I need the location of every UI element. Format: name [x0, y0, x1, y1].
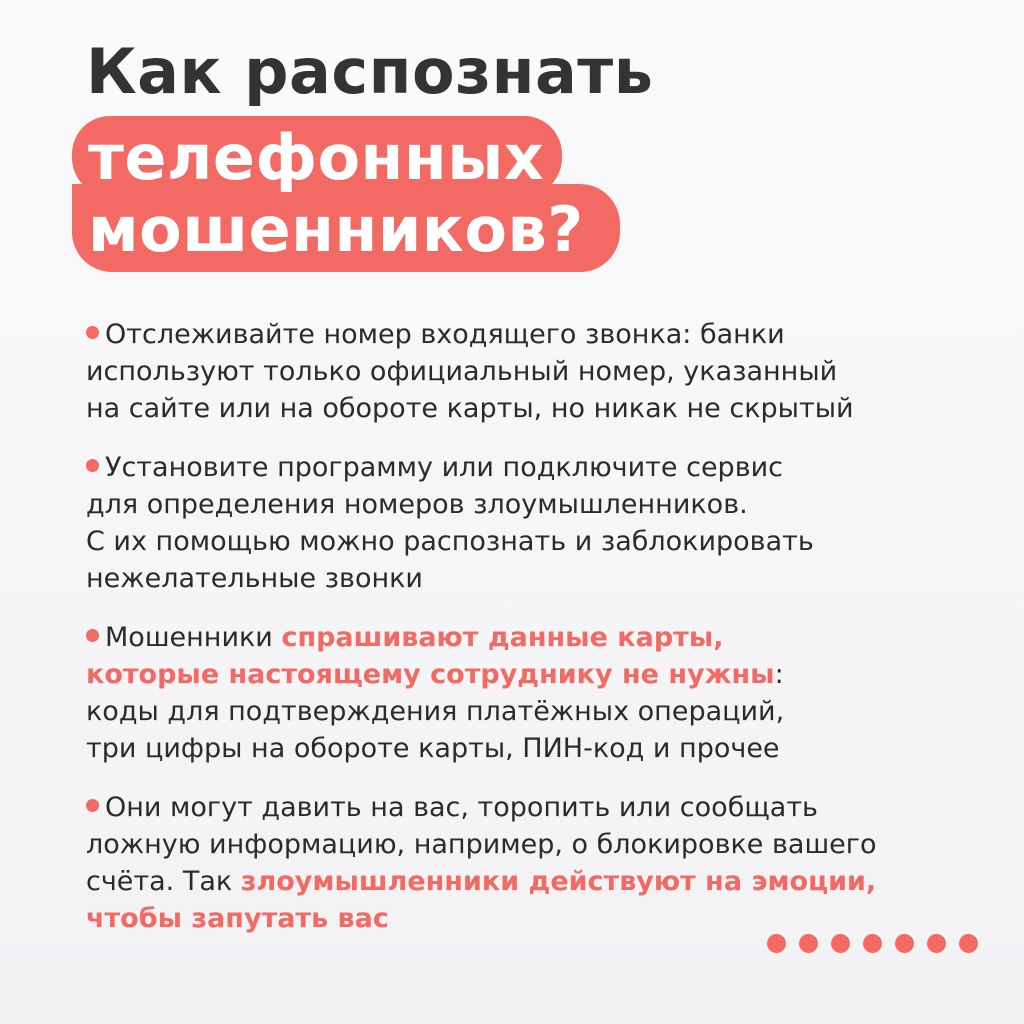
tip-4-accent-1: злоумышленники действуют на эмоции, [240, 866, 877, 897]
tip-4-line-3-pre: счёта. Так [86, 866, 241, 897]
tip-item-2 [86, 449, 966, 597]
tip-item-3 [86, 619, 966, 767]
tip-4-line-2: ложную информацию, например, о блокировке вашего [86, 829, 877, 860]
pagination-dot-icon [863, 934, 882, 953]
bullet-dot-icon [86, 459, 99, 472]
tip-3-colon: : [774, 659, 784, 690]
pagination-dot-icon [959, 934, 978, 953]
pagination-dots [767, 934, 978, 953]
tip-4-line-1: Они могут давить на вас, торопить или сообщать [105, 792, 818, 823]
tip-2-line-3: С их помощью можно распознать и заблокировать [86, 526, 814, 557]
tip-2-line-2: для определения номеров злоумышленников. [86, 489, 748, 520]
pagination-dot-icon [831, 934, 850, 953]
tips-list [86, 316, 966, 959]
tip-1-line-1: Отслеживайте номер входящего звонка: банки [105, 319, 785, 350]
bullet-dot-icon [86, 799, 99, 812]
tip-3-accent-2: которые настоящему сотруднику не нужны [86, 659, 775, 690]
page-title: Как распознать [86, 35, 654, 108]
tip-2-line-4: нежелательные звонки [86, 563, 423, 594]
tip-3-line-3: коды для подтверждения платёжных операций, [86, 696, 785, 727]
tip-item-1 [86, 316, 966, 427]
tip-1-line-3: на сайте или на обороте карты, но никак не скрытый [86, 393, 854, 424]
tip-item-4 [86, 789, 966, 937]
bullet-dot-icon [86, 629, 99, 642]
tip-3-line-4: три цифры на обороте карты, ПИН-код и прочее [86, 733, 780, 764]
tip-3-text: Мошенники [105, 622, 282, 653]
title-highlight-line-2: мошенников? [88, 193, 584, 266]
pagination-dot-icon [927, 934, 946, 953]
pagination-dot-icon [767, 934, 786, 953]
tip-4-accent-2: чтобы запутать вас [86, 903, 389, 934]
tip-2-line-1: Установите программу или подключите сервис [105, 452, 783, 483]
pagination-dot-icon [799, 934, 818, 953]
pagination-dot-icon [895, 934, 914, 953]
bullet-dot-icon [86, 326, 99, 339]
tip-3-accent-1: спрашивают данные карты, [281, 622, 724, 653]
tip-1-line-2: используют только официальный номер, указанный [86, 356, 838, 387]
title-highlight-line-1: телефонных [88, 121, 545, 194]
